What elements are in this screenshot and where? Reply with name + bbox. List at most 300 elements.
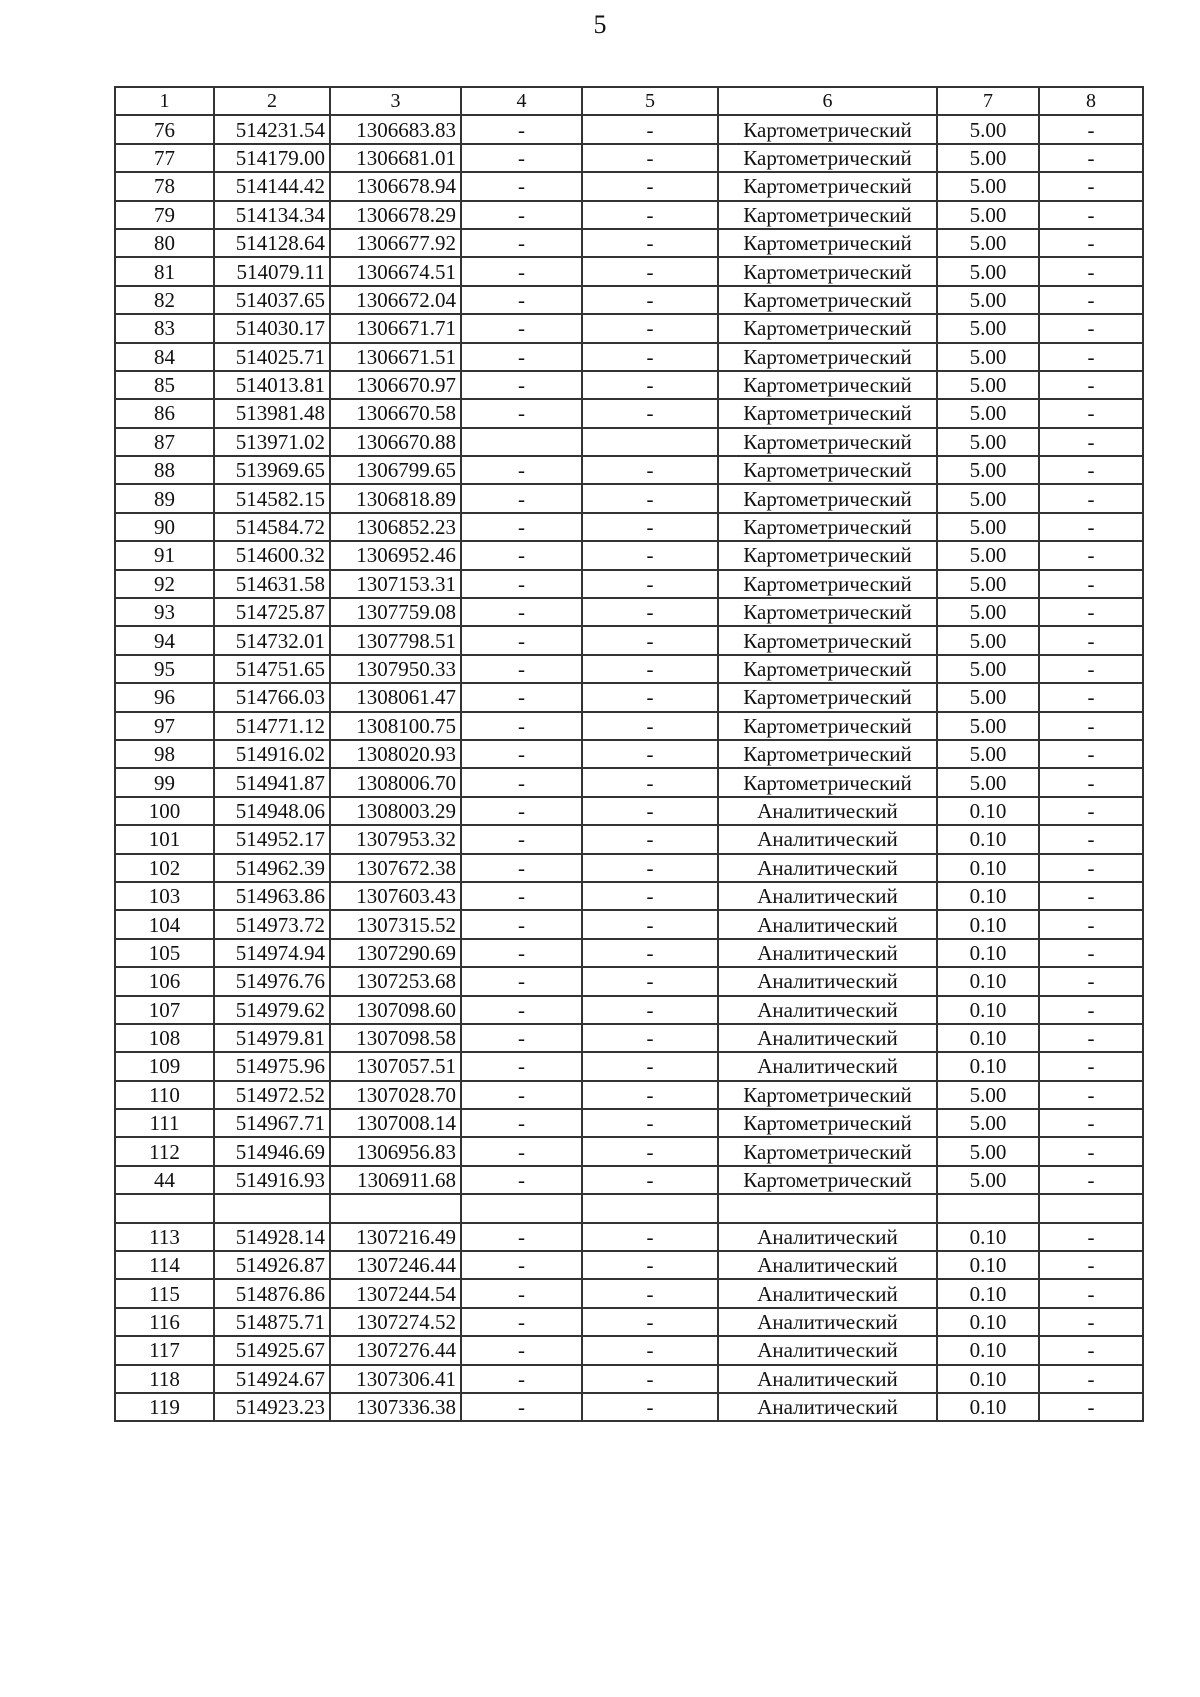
col4-cell: - bbox=[461, 541, 582, 569]
table-row bbox=[115, 1194, 1143, 1222]
x-coordinate-cell: 514962.39 bbox=[214, 854, 330, 882]
table-row bbox=[115, 996, 1143, 1024]
x-coordinate-cell: 514600.32 bbox=[214, 541, 330, 569]
col4-cell: - bbox=[461, 712, 582, 740]
col8-cell: - bbox=[1039, 257, 1143, 285]
y-coordinate-cell: 1307290.69 bbox=[330, 939, 461, 967]
method-cell: Аналитический bbox=[718, 854, 937, 882]
table-row bbox=[115, 740, 1143, 768]
method-cell: Аналитический bbox=[718, 1393, 937, 1421]
accuracy-cell: 5.00 bbox=[937, 1109, 1039, 1137]
x-coordinate-cell: 513981.48 bbox=[214, 399, 330, 427]
table-row bbox=[115, 541, 1143, 569]
point-number-cell: 118 bbox=[115, 1365, 214, 1393]
table-row bbox=[115, 570, 1143, 598]
point-number-cell: 88 bbox=[115, 456, 214, 484]
method-cell: Картометрический bbox=[718, 655, 937, 683]
table-row bbox=[115, 939, 1143, 967]
table-row bbox=[115, 910, 1143, 938]
y-coordinate-cell: 1306677.92 bbox=[330, 229, 461, 257]
col5-cell: - bbox=[582, 172, 718, 200]
y-coordinate-cell: 1307759.08 bbox=[330, 598, 461, 626]
method-cell: Картометрический bbox=[718, 257, 937, 285]
accuracy-cell: 0.10 bbox=[937, 1336, 1039, 1364]
point-number-cell: 83 bbox=[115, 314, 214, 342]
x-coordinate-cell: 514923.23 bbox=[214, 1393, 330, 1421]
y-coordinate-cell: 1306670.58 bbox=[330, 399, 461, 427]
accuracy-cell: 0.10 bbox=[937, 1024, 1039, 1052]
col8-cell: - bbox=[1039, 456, 1143, 484]
col4-cell: - bbox=[461, 626, 582, 654]
col5-cell: - bbox=[582, 797, 718, 825]
method-cell bbox=[718, 1194, 937, 1222]
col5-cell: - bbox=[582, 513, 718, 541]
col5-cell: - bbox=[582, 371, 718, 399]
method-cell: Аналитический bbox=[718, 967, 937, 995]
point-number-cell: 106 bbox=[115, 967, 214, 995]
table-row bbox=[115, 683, 1143, 711]
method-cell: Аналитический bbox=[718, 1052, 937, 1080]
column-header: 1 bbox=[115, 87, 214, 115]
table-row bbox=[115, 371, 1143, 399]
x-coordinate-cell: 514941.87 bbox=[214, 768, 330, 796]
y-coordinate-cell: 1307008.14 bbox=[330, 1109, 461, 1137]
col5-cell: - bbox=[582, 768, 718, 796]
col8-cell: - bbox=[1039, 740, 1143, 768]
table-row bbox=[115, 172, 1143, 200]
col4-cell: - bbox=[461, 201, 582, 229]
point-number-cell: 93 bbox=[115, 598, 214, 626]
col8-cell: - bbox=[1039, 825, 1143, 853]
col4-cell: - bbox=[461, 314, 582, 342]
accuracy-cell: 5.00 bbox=[937, 626, 1039, 654]
table-row bbox=[115, 598, 1143, 626]
method-cell: Аналитический bbox=[718, 1365, 937, 1393]
col5-cell: - bbox=[582, 570, 718, 598]
col4-cell: - bbox=[461, 598, 582, 626]
method-cell: Картометрический bbox=[718, 314, 937, 342]
method-cell: Картометрический bbox=[718, 343, 937, 371]
table-row bbox=[115, 229, 1143, 257]
accuracy-cell: 5.00 bbox=[937, 371, 1039, 399]
col5-cell: - bbox=[582, 1393, 718, 1421]
method-cell: Картометрический bbox=[718, 513, 937, 541]
col8-cell: - bbox=[1039, 115, 1143, 143]
accuracy-cell: 5.00 bbox=[937, 229, 1039, 257]
col5-cell: - bbox=[582, 655, 718, 683]
col4-cell: - bbox=[461, 854, 582, 882]
point-number-cell: 103 bbox=[115, 882, 214, 910]
col5-cell: - bbox=[582, 1166, 718, 1194]
table-row bbox=[115, 399, 1143, 427]
method-cell: Аналитический bbox=[718, 882, 937, 910]
col4-cell: - bbox=[461, 1365, 582, 1393]
y-coordinate-cell: 1307276.44 bbox=[330, 1336, 461, 1364]
x-coordinate-cell: 514963.86 bbox=[214, 882, 330, 910]
table-row bbox=[115, 484, 1143, 512]
method-cell: Аналитический bbox=[718, 1251, 937, 1279]
col8-cell: - bbox=[1039, 1166, 1143, 1194]
y-coordinate-cell: 1308020.93 bbox=[330, 740, 461, 768]
table-row bbox=[115, 825, 1143, 853]
accuracy-cell: 5.00 bbox=[937, 201, 1039, 229]
col5-cell: - bbox=[582, 939, 718, 967]
col4-cell: - bbox=[461, 1109, 582, 1137]
y-coordinate-cell: 1307253.68 bbox=[330, 967, 461, 995]
x-coordinate-cell: 514584.72 bbox=[214, 513, 330, 541]
col5-cell: - bbox=[582, 541, 718, 569]
col8-cell: - bbox=[1039, 286, 1143, 314]
col5-cell: - bbox=[582, 201, 718, 229]
x-coordinate-cell: 514975.96 bbox=[214, 1052, 330, 1080]
table-header-row bbox=[115, 87, 1143, 115]
accuracy-cell: 0.10 bbox=[937, 910, 1039, 938]
method-cell: Аналитический bbox=[718, 996, 937, 1024]
table-row bbox=[115, 1365, 1143, 1393]
col8-cell: - bbox=[1039, 1251, 1143, 1279]
point-number-cell: 109 bbox=[115, 1052, 214, 1080]
y-coordinate-cell: 1307274.52 bbox=[330, 1308, 461, 1336]
accuracy-cell: 5.00 bbox=[937, 513, 1039, 541]
point-number-cell: 99 bbox=[115, 768, 214, 796]
col5-cell: - bbox=[582, 115, 718, 143]
col8-cell: - bbox=[1039, 854, 1143, 882]
point-number-cell: 102 bbox=[115, 854, 214, 882]
method-cell: Картометрический bbox=[718, 456, 937, 484]
col8-cell: - bbox=[1039, 343, 1143, 371]
column-header: 5 bbox=[582, 87, 718, 115]
method-cell: Картометрический bbox=[718, 399, 937, 427]
col4-cell: - bbox=[461, 882, 582, 910]
y-coordinate-cell: 1306681.01 bbox=[330, 144, 461, 172]
page-number: 5 bbox=[593, 10, 607, 39]
accuracy-cell: 0.10 bbox=[937, 825, 1039, 853]
accuracy-cell: 5.00 bbox=[937, 1137, 1039, 1165]
accuracy-cell: 5.00 bbox=[937, 570, 1039, 598]
col4-cell: - bbox=[461, 115, 582, 143]
y-coordinate-cell: 1307246.44 bbox=[330, 1251, 461, 1279]
y-coordinate-cell: 1307953.32 bbox=[330, 825, 461, 853]
col8-cell: - bbox=[1039, 598, 1143, 626]
x-coordinate-cell: 514144.42 bbox=[214, 172, 330, 200]
accuracy-cell: 0.10 bbox=[937, 1308, 1039, 1336]
col5-cell: - bbox=[582, 1365, 718, 1393]
method-cell: Картометрический bbox=[718, 712, 937, 740]
col8-cell: - bbox=[1039, 910, 1143, 938]
x-coordinate-cell: 514973.72 bbox=[214, 910, 330, 938]
x-coordinate-cell: 514876.86 bbox=[214, 1279, 330, 1307]
x-coordinate-cell: 514134.34 bbox=[214, 201, 330, 229]
y-coordinate-cell: 1306678.29 bbox=[330, 201, 461, 229]
col5-cell: - bbox=[582, 314, 718, 342]
col5-cell bbox=[582, 428, 718, 456]
table-row bbox=[115, 144, 1143, 172]
accuracy-cell: 5.00 bbox=[937, 683, 1039, 711]
method-cell: Аналитический bbox=[718, 1308, 937, 1336]
table-row bbox=[115, 854, 1143, 882]
col4-cell: - bbox=[461, 910, 582, 938]
point-number-cell: 110 bbox=[115, 1081, 214, 1109]
table-row bbox=[115, 1024, 1143, 1052]
accuracy-cell: 5.00 bbox=[937, 144, 1039, 172]
point-number-cell: 98 bbox=[115, 740, 214, 768]
col4-cell: - bbox=[461, 996, 582, 1024]
method-cell: Картометрический bbox=[718, 1081, 937, 1109]
table-row bbox=[115, 655, 1143, 683]
x-coordinate-cell: 513971.02 bbox=[214, 428, 330, 456]
col4-cell: - bbox=[461, 399, 582, 427]
col4-cell: - bbox=[461, 1336, 582, 1364]
method-cell: Картометрический bbox=[718, 371, 937, 399]
col8-cell: - bbox=[1039, 1109, 1143, 1137]
col5-cell: - bbox=[582, 910, 718, 938]
method-cell: Картометрический bbox=[718, 484, 937, 512]
y-coordinate-cell: 1306672.04 bbox=[330, 286, 461, 314]
col8-cell: - bbox=[1039, 1308, 1143, 1336]
col8-cell: - bbox=[1039, 1279, 1143, 1307]
y-coordinate-cell: 1306818.89 bbox=[330, 484, 461, 512]
col8-cell: - bbox=[1039, 1137, 1143, 1165]
x-coordinate-cell bbox=[214, 1194, 330, 1222]
col5-cell: - bbox=[582, 598, 718, 626]
y-coordinate-cell: 1308100.75 bbox=[330, 712, 461, 740]
point-number-cell: 101 bbox=[115, 825, 214, 853]
point-number-cell: 91 bbox=[115, 541, 214, 569]
col5-cell: - bbox=[582, 1251, 718, 1279]
col8-cell: - bbox=[1039, 144, 1143, 172]
method-cell: Картометрический bbox=[718, 172, 937, 200]
col8-cell: - bbox=[1039, 371, 1143, 399]
x-coordinate-cell: 513969.65 bbox=[214, 456, 330, 484]
col5-cell: - bbox=[582, 1336, 718, 1364]
x-coordinate-cell: 514030.17 bbox=[214, 314, 330, 342]
col4-cell: - bbox=[461, 1223, 582, 1251]
x-coordinate-cell: 514025.71 bbox=[214, 343, 330, 371]
accuracy-cell: 5.00 bbox=[937, 314, 1039, 342]
method-cell: Аналитический bbox=[718, 1223, 937, 1251]
col5-cell: - bbox=[582, 1024, 718, 1052]
col8-cell: - bbox=[1039, 1052, 1143, 1080]
column-header: 3 bbox=[330, 87, 461, 115]
x-coordinate-cell: 514972.52 bbox=[214, 1081, 330, 1109]
accuracy-cell: 5.00 bbox=[937, 257, 1039, 285]
accuracy-cell: 5.00 bbox=[937, 399, 1039, 427]
x-coordinate-cell: 514974.94 bbox=[214, 939, 330, 967]
col8-cell: - bbox=[1039, 201, 1143, 229]
method-cell: Аналитический bbox=[718, 825, 937, 853]
point-number-cell: 94 bbox=[115, 626, 214, 654]
col5-cell: - bbox=[582, 683, 718, 711]
table-row bbox=[115, 1393, 1143, 1421]
y-coordinate-cell: 1306799.65 bbox=[330, 456, 461, 484]
col4-cell: - bbox=[461, 343, 582, 371]
point-number-cell: 76 bbox=[115, 115, 214, 143]
point-number-cell: 44 bbox=[115, 1166, 214, 1194]
col4-cell bbox=[461, 428, 582, 456]
x-coordinate-cell: 514771.12 bbox=[214, 712, 330, 740]
col5-cell: - bbox=[582, 1081, 718, 1109]
y-coordinate-cell: 1307098.60 bbox=[330, 996, 461, 1024]
method-cell: Картометрический bbox=[718, 740, 937, 768]
point-number-cell: 105 bbox=[115, 939, 214, 967]
accuracy-cell: 5.00 bbox=[937, 428, 1039, 456]
y-coordinate-cell: 1307336.38 bbox=[330, 1393, 461, 1421]
y-coordinate-cell: 1306670.97 bbox=[330, 371, 461, 399]
x-coordinate-cell: 514631.58 bbox=[214, 570, 330, 598]
method-cell: Картометрический bbox=[718, 1166, 937, 1194]
coordinates-table-container bbox=[114, 86, 1144, 1422]
col8-cell: - bbox=[1039, 1336, 1143, 1364]
y-coordinate-cell: 1306670.88 bbox=[330, 428, 461, 456]
col5-cell bbox=[582, 1194, 718, 1222]
col4-cell: - bbox=[461, 1024, 582, 1052]
accuracy-cell: 0.10 bbox=[937, 1052, 1039, 1080]
accuracy-cell bbox=[937, 1194, 1039, 1222]
x-coordinate-cell: 514766.03 bbox=[214, 683, 330, 711]
x-coordinate-cell: 514231.54 bbox=[214, 115, 330, 143]
col4-cell: - bbox=[461, 1166, 582, 1194]
accuracy-cell: 5.00 bbox=[937, 343, 1039, 371]
point-number-cell: 117 bbox=[115, 1336, 214, 1364]
col5-cell: - bbox=[582, 712, 718, 740]
method-cell: Картометрический bbox=[718, 570, 937, 598]
col4-cell: - bbox=[461, 570, 582, 598]
accuracy-cell: 0.10 bbox=[937, 882, 1039, 910]
point-number-cell: 112 bbox=[115, 1137, 214, 1165]
x-coordinate-cell: 514916.93 bbox=[214, 1166, 330, 1194]
method-cell: Картометрический bbox=[718, 144, 937, 172]
method-cell: Картометрический bbox=[718, 1137, 937, 1165]
table-row bbox=[115, 513, 1143, 541]
column-header: 6 bbox=[718, 87, 937, 115]
col4-cell: - bbox=[461, 1308, 582, 1336]
x-coordinate-cell: 514952.17 bbox=[214, 825, 330, 853]
col4-cell: - bbox=[461, 967, 582, 995]
col5-cell: - bbox=[582, 854, 718, 882]
column-header: 8 bbox=[1039, 87, 1143, 115]
col5-cell: - bbox=[582, 484, 718, 512]
y-coordinate-cell: 1306671.71 bbox=[330, 314, 461, 342]
col8-cell: - bbox=[1039, 939, 1143, 967]
x-coordinate-cell: 514732.01 bbox=[214, 626, 330, 654]
x-coordinate-cell: 514946.69 bbox=[214, 1137, 330, 1165]
y-coordinate-cell: 1307216.49 bbox=[330, 1223, 461, 1251]
table-row bbox=[115, 967, 1143, 995]
col5-cell: - bbox=[582, 967, 718, 995]
col8-cell: - bbox=[1039, 1024, 1143, 1052]
point-number-cell: 116 bbox=[115, 1308, 214, 1336]
x-coordinate-cell: 514926.87 bbox=[214, 1251, 330, 1279]
col4-cell: - bbox=[461, 229, 582, 257]
method-cell: Аналитический bbox=[718, 910, 937, 938]
accuracy-cell: 0.10 bbox=[937, 1223, 1039, 1251]
method-cell: Картометрический bbox=[718, 428, 937, 456]
col4-cell: - bbox=[461, 683, 582, 711]
col8-cell: - bbox=[1039, 882, 1143, 910]
col5-cell: - bbox=[582, 1109, 718, 1137]
table-row bbox=[115, 428, 1143, 456]
accuracy-cell: 0.10 bbox=[937, 797, 1039, 825]
accuracy-cell: 5.00 bbox=[937, 598, 1039, 626]
y-coordinate-cell: 1307244.54 bbox=[330, 1279, 461, 1307]
x-coordinate-cell: 514948.06 bbox=[214, 797, 330, 825]
table-row bbox=[115, 314, 1143, 342]
point-number-cell: 113 bbox=[115, 1223, 214, 1251]
y-coordinate-cell: 1307950.33 bbox=[330, 655, 461, 683]
point-number-cell: 119 bbox=[115, 1393, 214, 1421]
col5-cell: - bbox=[582, 343, 718, 371]
x-coordinate-cell: 514924.67 bbox=[214, 1365, 330, 1393]
x-coordinate-cell: 514751.65 bbox=[214, 655, 330, 683]
accuracy-cell: 5.00 bbox=[937, 740, 1039, 768]
y-coordinate-cell: 1307153.31 bbox=[330, 570, 461, 598]
table-row bbox=[115, 1052, 1143, 1080]
x-coordinate-cell: 514979.81 bbox=[214, 1024, 330, 1052]
col4-cell: - bbox=[461, 286, 582, 314]
point-number-cell: 86 bbox=[115, 399, 214, 427]
point-number-cell: 81 bbox=[115, 257, 214, 285]
col8-cell: - bbox=[1039, 484, 1143, 512]
col4-cell: - bbox=[461, 797, 582, 825]
col8-cell: - bbox=[1039, 541, 1143, 569]
col8-cell: - bbox=[1039, 626, 1143, 654]
col8-cell: - bbox=[1039, 513, 1143, 541]
point-number-cell: 78 bbox=[115, 172, 214, 200]
col8-cell: - bbox=[1039, 768, 1143, 796]
accuracy-cell: 5.00 bbox=[937, 172, 1039, 200]
col4-cell: - bbox=[461, 655, 582, 683]
table-row bbox=[115, 1279, 1143, 1307]
col5-cell: - bbox=[582, 257, 718, 285]
point-number-cell: 84 bbox=[115, 343, 214, 371]
column-header: 7 bbox=[937, 87, 1039, 115]
point-number-cell: 100 bbox=[115, 797, 214, 825]
accuracy-cell: 0.10 bbox=[937, 1279, 1039, 1307]
col4-cell: - bbox=[461, 257, 582, 285]
table-row bbox=[115, 1336, 1143, 1364]
point-number-cell: 92 bbox=[115, 570, 214, 598]
y-coordinate-cell: 1307798.51 bbox=[330, 626, 461, 654]
point-number-cell: 114 bbox=[115, 1251, 214, 1279]
col8-cell: - bbox=[1039, 967, 1143, 995]
col4-cell: - bbox=[461, 172, 582, 200]
col4-cell: - bbox=[461, 1137, 582, 1165]
x-coordinate-cell: 514179.00 bbox=[214, 144, 330, 172]
y-coordinate-cell: 1306683.83 bbox=[330, 115, 461, 143]
x-coordinate-cell: 514079.11 bbox=[214, 257, 330, 285]
col5-cell: - bbox=[582, 626, 718, 654]
table-row bbox=[115, 797, 1143, 825]
col4-cell: - bbox=[461, 1052, 582, 1080]
point-number-cell: 82 bbox=[115, 286, 214, 314]
table-body bbox=[115, 115, 1143, 1421]
table-row bbox=[115, 1137, 1143, 1165]
x-coordinate-cell: 514037.65 bbox=[214, 286, 330, 314]
method-cell: Картометрический bbox=[718, 1109, 937, 1137]
accuracy-cell: 0.10 bbox=[937, 1251, 1039, 1279]
col8-cell: - bbox=[1039, 655, 1143, 683]
method-cell: Картометрический bbox=[718, 683, 937, 711]
col8-cell: - bbox=[1039, 797, 1143, 825]
y-coordinate-cell: 1306952.46 bbox=[330, 541, 461, 569]
col5-cell: - bbox=[582, 286, 718, 314]
x-coordinate-cell: 514916.02 bbox=[214, 740, 330, 768]
table-row bbox=[115, 1109, 1143, 1137]
table-row bbox=[115, 1308, 1143, 1336]
y-coordinate-cell: 1307028.70 bbox=[330, 1081, 461, 1109]
accuracy-cell: 0.10 bbox=[937, 854, 1039, 882]
table-row bbox=[115, 1251, 1143, 1279]
